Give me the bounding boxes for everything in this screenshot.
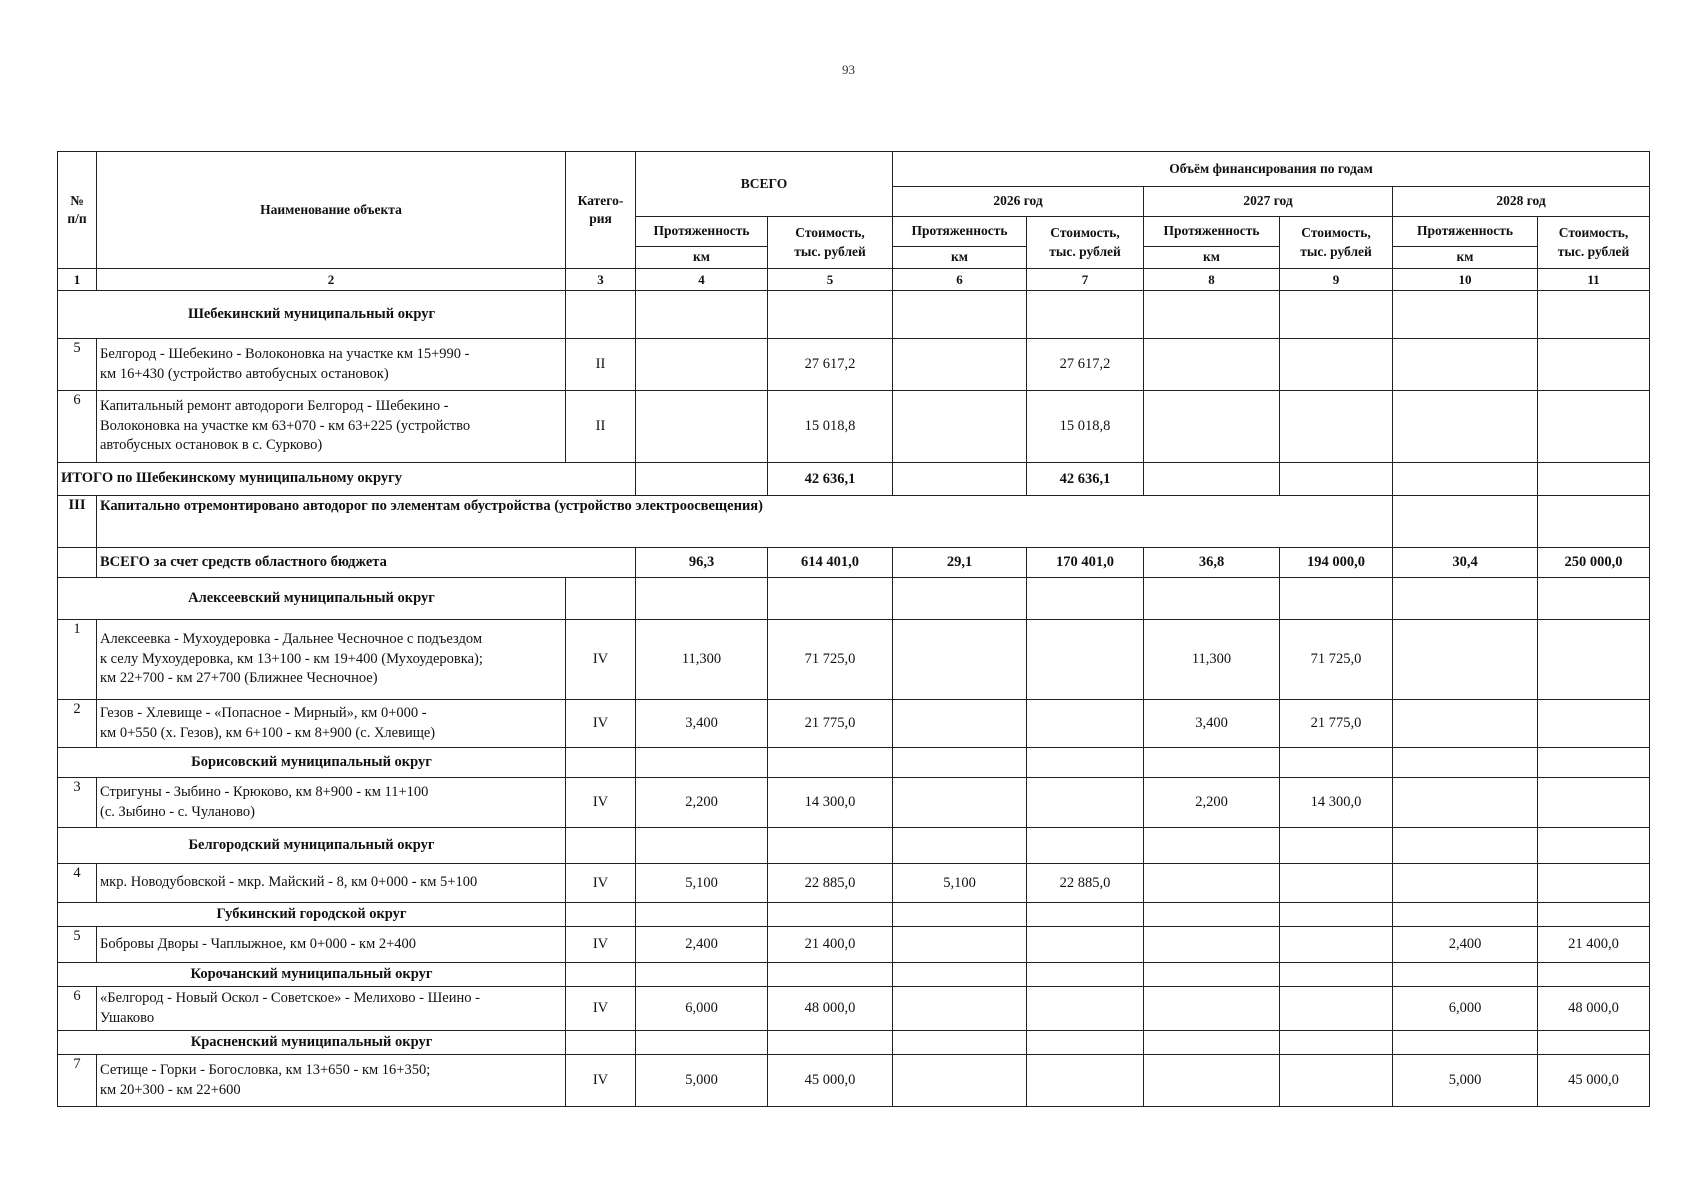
header-unit-2027: км [1144,247,1280,269]
grand-total-row [58,548,1650,578]
row-number: 6 [58,987,97,1031]
col-index: 9 [1280,269,1393,291]
header-length-2026: Протяженность [893,217,1027,247]
len-2027: 2,200 [1144,778,1280,828]
header-length-2028: Протяженность [1393,217,1538,247]
header-name: Наименование объекта [97,152,566,269]
section-title: Борисовский муниципальный округ [58,748,566,778]
table-row [58,700,1650,748]
col-index: 5 [768,269,893,291]
table-row [58,620,1650,700]
section-title: Корочанский муниципальный округ [58,963,566,987]
grand-cost-2028: 250 000,0 [1538,548,1650,578]
header-funding: Объём финансирования по годам [893,152,1650,187]
len-total: 6,000 [636,987,768,1031]
section-title: Красненский муниципальный округ [58,1031,566,1055]
col-index: 11 [1538,269,1650,291]
cost-2026: 27 617,2 [1027,339,1144,391]
row-number: 2 [58,700,97,748]
category: IV [566,1055,636,1107]
header-length-2027: Протяженность [1144,217,1280,247]
row-number: 5 [58,927,97,963]
subtotal-cost-2026: 42 636,1 [1027,463,1144,496]
section-number: III [58,496,97,548]
len-total: 5,000 [636,1055,768,1107]
category: IV [566,864,636,903]
section-row [58,291,1650,339]
cost-2027: 14 300,0 [1280,778,1393,828]
section-title: Губкинский городской округ [58,903,566,927]
header-unit-2028: км [1393,247,1538,269]
object-name: Капитальный ремонт автодороги Белгород - Шебекино - Волоконовка на участке км 63+070 - км 63+225 (устройство автобусных остановок в с. Сурково) [97,391,566,463]
category: IV [566,778,636,828]
row-number: 4 [58,864,97,903]
table-row [58,391,1650,463]
funding-table [57,151,1650,1107]
object-name: Гезов - Хлевище - «Попасное - Мирный», км 0+000 - км 0+550 (х. Гезов), км 6+100 - км 8+900 (с. Хлевище) [97,700,566,748]
section-title: Шебекинский муниципальный округ [58,291,566,339]
len-total: 2,400 [636,927,768,963]
header-cost-2027: Стоимость, тыс. рублей [1280,217,1393,269]
col-index: 6 [893,269,1027,291]
len-2027: 11,300 [1144,620,1280,700]
table-row [58,864,1650,903]
cost-2028: 21 400,0 [1538,927,1650,963]
header-cost-2026: Стоимость, тыс. рублей [1027,217,1144,269]
section-row [58,1031,1650,1055]
subtotal-cost-total: 42 636,1 [768,463,893,496]
section-title: Алексеевский муниципальный округ [58,578,566,620]
section-row [58,828,1650,864]
section-heading-row [58,496,1650,548]
cost-total: 48 000,0 [768,987,893,1031]
grand-len-total: 96,3 [636,548,768,578]
cost-total: 15 018,8 [768,391,893,463]
category: II [566,339,636,391]
table-row [58,1055,1650,1107]
col-index: 2 [97,269,566,291]
object-name: Сетище - Горки - Богословка, км 13+650 - км 16+350; км 20+300 - км 22+600 [97,1055,566,1107]
grand-len-2028: 30,4 [1393,548,1538,578]
len-total: 2,200 [636,778,768,828]
section-row [58,963,1650,987]
header-length-total: Протяженность [636,217,768,247]
cost-2027: 21 775,0 [1280,700,1393,748]
category: II [566,391,636,463]
object-name: Алексеевка - Мухоудеровка - Дальнее Чесночное с подъездом к селу Мухоудеровка, км 13+100 - км 19+400 (Мухоудеровка); км 22+700 - км 27+700 (Ближнее Чесночное) [97,620,566,700]
col-index: 3 [566,269,636,291]
header-cost-total: Стоимость, тыс. рублей [768,217,893,269]
object-name: мкр. Новодубовской - мкр. Майский - 8, км 0+000 - км 5+100 [97,864,566,903]
len-total: 3,400 [636,700,768,748]
cost-2028: 45 000,0 [1538,1055,1650,1107]
category: IV [566,700,636,748]
row-number: 5 [58,339,97,391]
col-index: 8 [1144,269,1280,291]
section-row [58,748,1650,778]
table-row [58,927,1650,963]
header-year-2026: 2026 год [893,187,1144,217]
grand-len-2026: 29,1 [893,548,1027,578]
cost-total: 14 300,0 [768,778,893,828]
cost-2027: 71 725,0 [1280,620,1393,700]
header-category: Катего- рия [566,152,636,269]
grand-cost-total: 614 401,0 [768,548,893,578]
section-title: Белгородский муниципальный округ [58,828,566,864]
section-row [58,903,1650,927]
header-total: ВСЕГО [636,152,893,217]
len-total: 11,300 [636,620,768,700]
len-2028: 6,000 [1393,987,1538,1031]
section-heading: Капитально отремонтировано автодорог по элементам обустройства (устройство электроосвещения) [97,496,1393,548]
row-number: 1 [58,620,97,700]
len-2026: 5,100 [893,864,1027,903]
cost-2026: 22 885,0 [1027,864,1144,903]
object-name: «Белгород - Новый Оскол - Советское» - Мелихово - Шеино - Ушаково [97,987,566,1031]
cost-total: 71 725,0 [768,620,893,700]
cost-total: 27 617,2 [768,339,893,391]
cost-2028: 48 000,0 [1538,987,1650,1031]
subtotal-row [58,463,1650,496]
row-number: 3 [58,778,97,828]
col-index: 4 [636,269,768,291]
col-index: 7 [1027,269,1144,291]
object-name: Стригуны - Зыбино - Крюково, км 8+900 - км 11+100 (с. Зыбино - с. Чуланово) [97,778,566,828]
cost-total: 22 885,0 [768,864,893,903]
len-2027: 3,400 [1144,700,1280,748]
cost-total: 45 000,0 [768,1055,893,1107]
col-index: 10 [1393,269,1538,291]
grand-total-label: ВСЕГО за счет средств областного бюджета [97,548,636,578]
category: IV [566,927,636,963]
cost-total: 21 775,0 [768,700,893,748]
grand-len-2027: 36,8 [1144,548,1280,578]
object-name: Бобровы Дворы - Чаплыжное, км 0+000 - км 2+400 [97,927,566,963]
grand-cost-2026: 170 401,0 [1027,548,1144,578]
table-row [58,987,1650,1031]
object-name: Белгород - Шебекино - Волоконовка на участке км 15+990 - км 16+430 (устройство автобусных остановок) [97,339,566,391]
col-index: 1 [58,269,97,291]
row-number: 7 [58,1055,97,1107]
cost-total: 21 400,0 [768,927,893,963]
grand-cost-2027: 194 000,0 [1280,548,1393,578]
len-2028: 2,400 [1393,927,1538,963]
len-total: 5,100 [636,864,768,903]
section-row [58,578,1650,620]
header-cost-2028: Стоимость, тыс. рублей [1538,217,1650,269]
page-number: 93 [842,62,855,77]
len-2028: 5,000 [1393,1055,1538,1107]
header-year-2028: 2028 год [1393,187,1650,217]
header-unit-total: км [636,247,768,269]
cost-2026: 15 018,8 [1027,391,1144,463]
header-unit-2026: км [893,247,1027,269]
table-row [58,339,1650,391]
table-row [58,778,1650,828]
category: IV [566,620,636,700]
subtotal-label: ИТОГО по Шебекинскому муниципальному округу [58,463,636,496]
row-number: 6 [58,391,97,463]
header-year-2027: 2027 год [1144,187,1393,217]
header-num: № п/п [58,152,97,269]
category: IV [566,987,636,1031]
